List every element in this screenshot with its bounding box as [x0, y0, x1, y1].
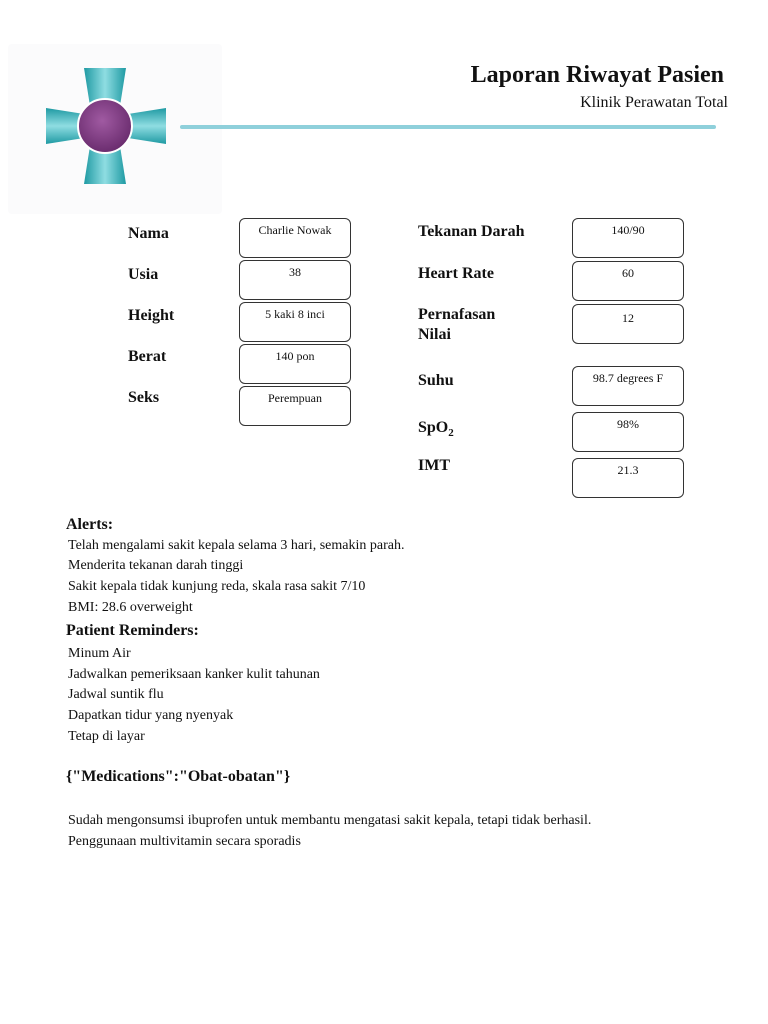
spo2-field: 98% — [572, 412, 684, 452]
heart-rate-field: 60 — [572, 261, 684, 301]
spo2-label-main: SpO — [418, 419, 449, 436]
sex-label: Seks — [128, 389, 160, 406]
reminder-item: Tetap di layar — [68, 729, 145, 744]
alert-item: Sakit kepala tidak kunjung reda, skala rasa sakit 7/10 — [68, 579, 366, 594]
blood-pressure-field: 140/90 — [572, 218, 684, 258]
reminder-item: Minum Air — [68, 646, 131, 661]
bmi-field: 21.3 — [572, 458, 684, 498]
height-label: Height — [128, 307, 175, 324]
age-field: 38 — [239, 260, 351, 300]
reminder-item: Jadwalkan pemeriksaan kanker kulit tahunan — [68, 667, 320, 682]
name-label: Nama — [128, 225, 169, 242]
medications-title: {"Medications":"Obat-obatan"} — [66, 768, 291, 785]
heart-rate-label: Heart Rate — [418, 265, 494, 282]
report-title: Laporan Riwayat Pasien — [470, 62, 724, 88]
spo2-label — [418, 418, 454, 443]
reminder-item: Jadwal suntik flu — [68, 687, 164, 702]
respiration-field: 12 — [572, 304, 684, 344]
medication-item: Sudah mengonsumsi ibuprofen untuk membantu mengatasi sakit kepala, tetapi tidak berhasil. — [68, 813, 592, 828]
blood-pressure-label: Tekanan Darah — [418, 223, 525, 240]
weight-label: Berat — [128, 348, 167, 365]
sex-field: Perempuan — [239, 386, 351, 426]
header-divider — [180, 125, 716, 129]
temperature-label: Suhu — [418, 372, 454, 389]
alert-item: Menderita tekanan darah tinggi — [68, 558, 244, 573]
name-field: Charlie Nowak — [239, 218, 351, 258]
clinic-name: Klinik Perawatan Total — [580, 94, 728, 111]
respiration-label-line2: Nilai — [418, 326, 451, 343]
spo2-label-subscript: 2 — [448, 427, 454, 440]
respiration-label-line1: Pernafasan — [418, 306, 496, 323]
alerts-title: Alerts: — [66, 516, 114, 533]
height-field: 5 kaki 8 inci — [239, 302, 351, 342]
reminder-item: Dapatkan tidur yang nyenyak — [68, 708, 234, 723]
alert-item: BMI: 28.6 overweight — [68, 600, 193, 615]
medical-cross-logo-icon — [44, 66, 168, 186]
reminders-title: Patient Reminders: — [66, 622, 199, 639]
medication-item: Penggunaan multivitamin secara sporadis — [68, 834, 301, 849]
bmi-label: IMT — [418, 457, 450, 474]
temperature-field: 98.7 degrees F — [572, 366, 684, 406]
age-label: Usia — [128, 266, 159, 283]
alert-item: Telah mengalami sakit kepala selama 3 hari, semakin parah. — [68, 538, 405, 553]
weight-field: 140 pon — [239, 344, 351, 384]
